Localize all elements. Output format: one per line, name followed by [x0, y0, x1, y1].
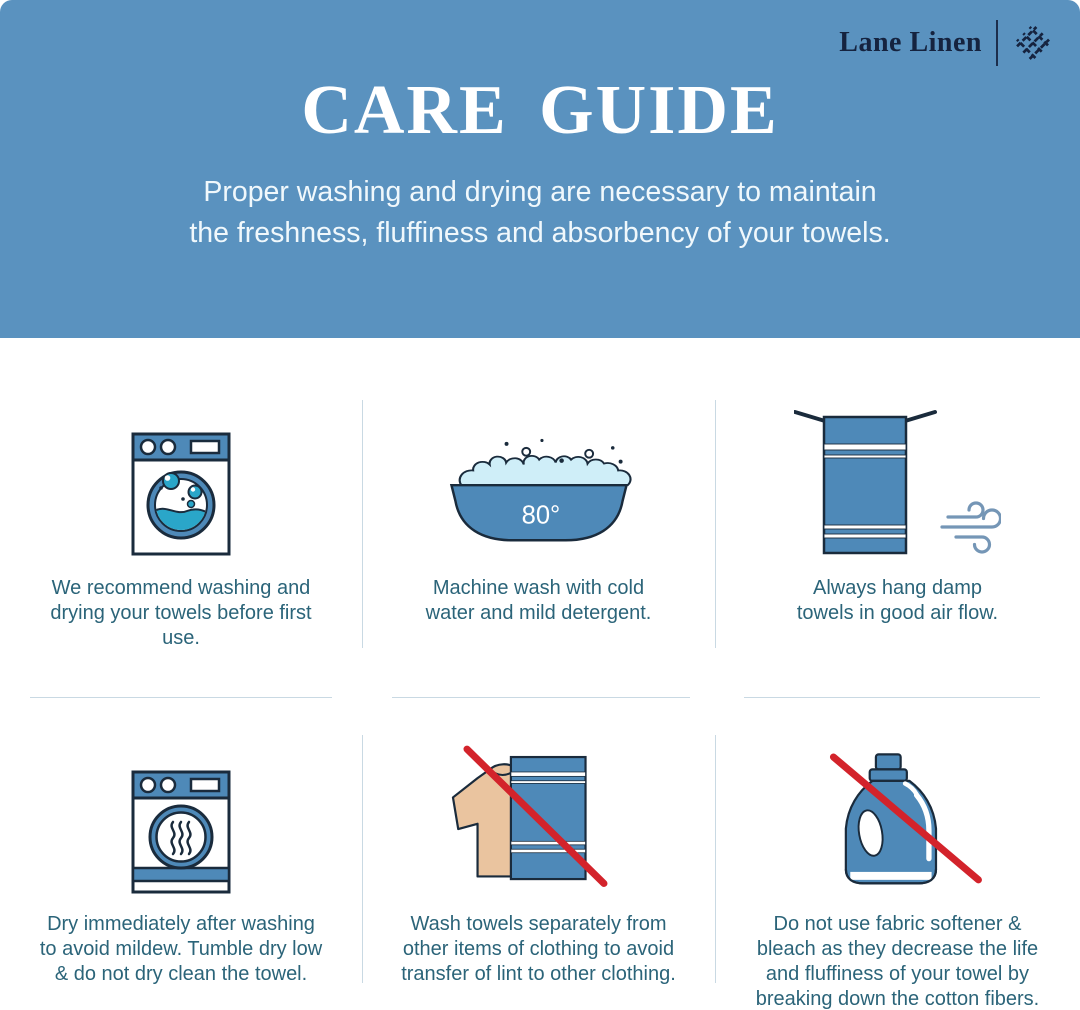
logo-separator — [996, 20, 998, 66]
row-divider — [744, 697, 1040, 698]
brand-logo — [839, 20, 1054, 66]
row-divider — [392, 697, 690, 698]
caption-line: water and mild detergent. — [425, 602, 652, 624]
icon-box — [451, 744, 627, 894]
card-caption — [797, 576, 998, 626]
basin-temperature-label: 80° — [521, 501, 560, 530]
row-divider — [30, 697, 332, 698]
care-card-machine-wash — [362, 338, 715, 698]
icon-box — [445, 400, 633, 556]
subtitle-line: the freshness, fluffiness and absorbency of your towels. — [189, 216, 891, 249]
wind-icon — [942, 503, 1001, 552]
card-caption — [40, 912, 322, 987]
brand-weave-icon — [1012, 22, 1054, 64]
care-card-no-softener — [715, 698, 1080, 1010]
towel-shape — [824, 417, 906, 553]
care-card-tumble-dry — [0, 698, 362, 1010]
no-detergent-icon — [814, 742, 982, 894]
caption-line: Do not use fabric softener & — [773, 913, 1022, 935]
caption-line: Machine wash with cold — [432, 577, 645, 599]
card-caption — [426, 576, 652, 626]
column-divider — [715, 400, 716, 648]
washing-machine-icon — [131, 420, 231, 556]
caption-line: We recommend washing and — [51, 577, 311, 599]
caption-line: to avoid mildew. Tumble dry low — [39, 938, 323, 960]
subtitle-line: Proper washing and drying are necessary to maintain — [203, 175, 877, 208]
caption-line: bleach as they decrease the life — [756, 938, 1039, 960]
caption-line: & do not dry clean the towel. — [54, 963, 308, 985]
column-divider — [362, 735, 363, 983]
care-card-separate-wash — [362, 698, 715, 1010]
caption-line: drying your towels before first — [50, 602, 312, 624]
caption-line: use. — [162, 627, 200, 649]
no-mixed-laundry-icon — [451, 743, 627, 894]
header-banner — [0, 0, 1080, 338]
page-title: CARE GUIDE — [301, 72, 779, 149]
caption-line: other items of clothing to avoid — [402, 938, 675, 960]
caption-line: Wash towels separately from — [410, 913, 667, 935]
caption-line: towels in good air flow. — [796, 602, 999, 624]
card-caption — [50, 576, 311, 651]
caption-line: and fluffiness of your towel by — [765, 963, 1030, 985]
column-divider — [715, 735, 716, 983]
caption-line: transfer of lint to other clothing. — [401, 963, 676, 985]
icon-box — [131, 400, 231, 556]
card-caption — [401, 912, 676, 987]
icon-box — [131, 744, 231, 894]
tumble-dryer-icon — [131, 758, 231, 894]
care-card-air-dry — [715, 338, 1080, 698]
card-caption — [756, 912, 1040, 1010]
caption-line: Always hang damp — [813, 577, 982, 599]
caption-line: breaking down the cotton fibers. — [755, 988, 1040, 1010]
detergent-bottle-shape — [845, 754, 935, 883]
care-grid-row-1 — [0, 338, 1080, 698]
icon-box — [814, 744, 982, 894]
caption-line: Dry immediately after washing — [47, 913, 315, 935]
brand-name: Lane Linen — [839, 27, 982, 58]
wash-basin-icon — [445, 438, 633, 556]
care-card-first-wash — [0, 338, 362, 698]
page-subtitle — [0, 172, 1080, 254]
care-grid-row-2 — [0, 698, 1080, 1010]
icon-box — [794, 400, 1001, 556]
hanging-towel-icon — [794, 409, 1001, 556]
column-divider — [362, 400, 363, 648]
towel-shape — [510, 757, 585, 879]
